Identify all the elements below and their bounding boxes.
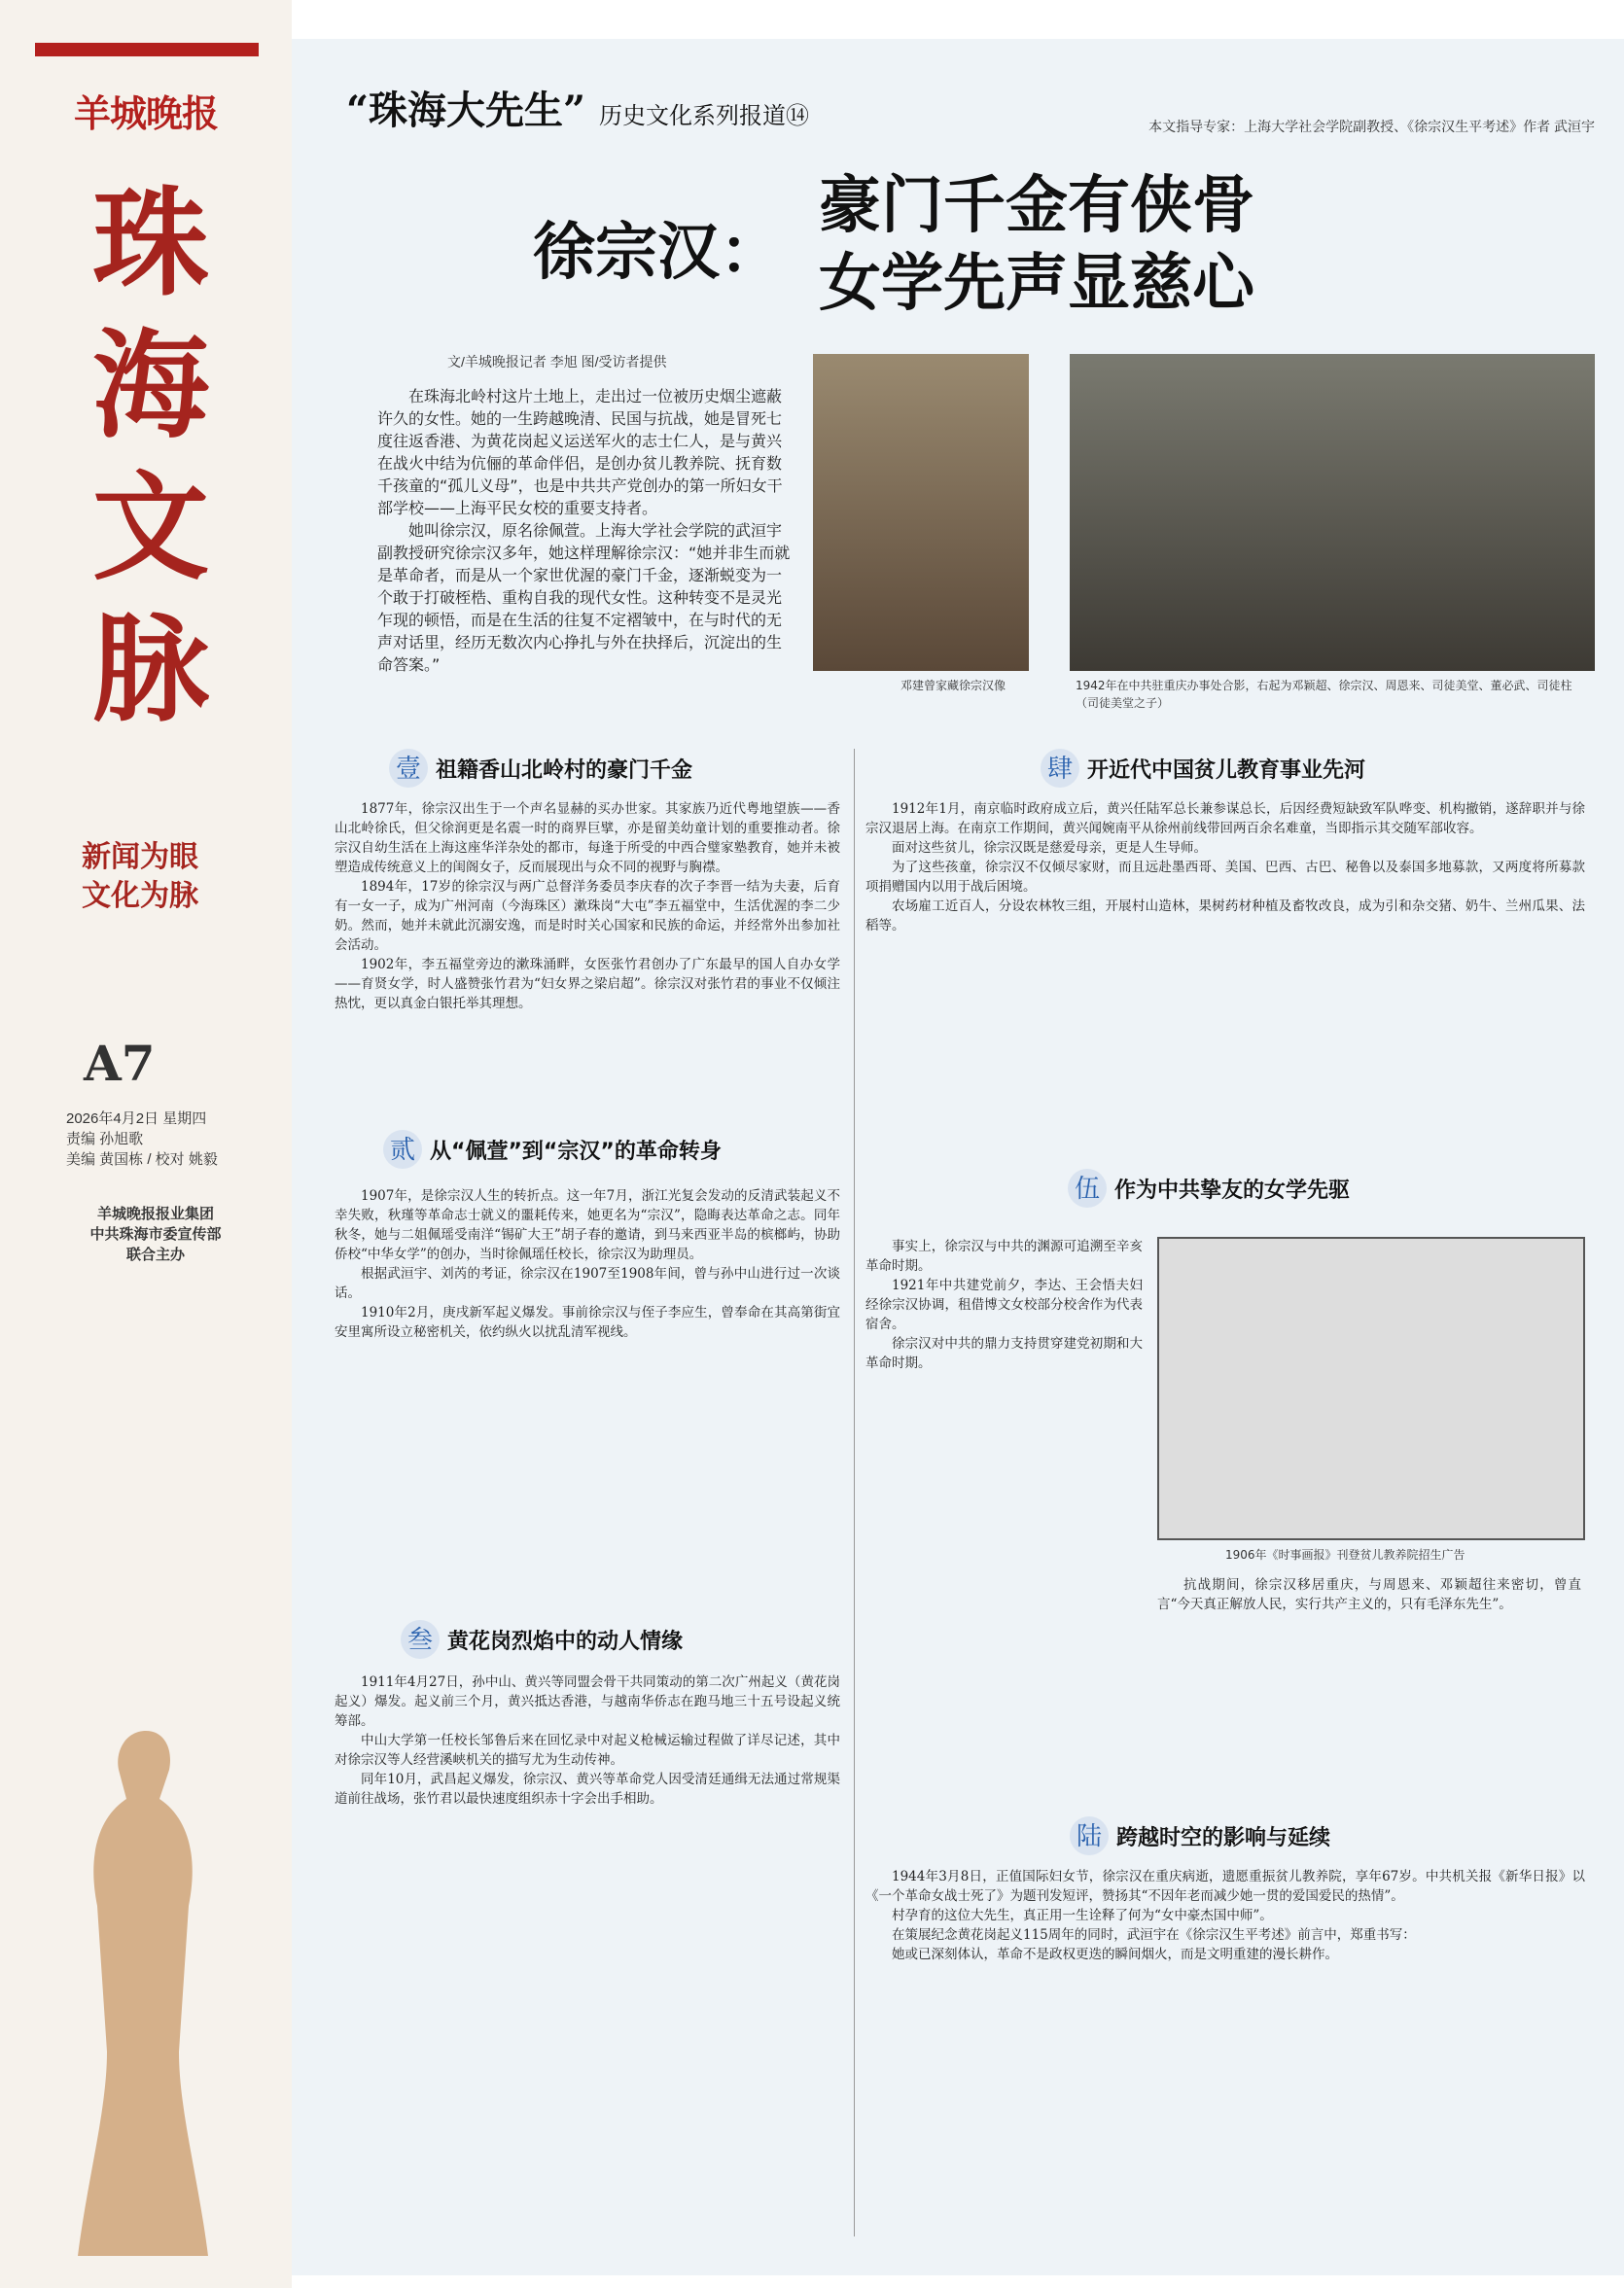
headline-name: 徐宗汉： — [533, 216, 782, 289]
article-column: 1944年3月8日，正值国际妇女节，徐宗汉在重庆病逝，遗愿重振贫儿教养院，享年67岁。中共机关报《新华日报》以《一个革命女战士死了》为题刊发短评，赞扬其“不因年老而减少她一贯的爱国爱民的热情”。 村孕育的这位大先生，真正用一生诠释了何为“女中豪杰国中师”。 在策展纪念黄花岗起义115周年的同时，武洹宇在《徐宗汉生平考述》前言中，郑重书写： 她或已深刻体认，革命不是政权更迭的瞬间烟火，而是文明重建的漫长耕作。 — [865, 1869, 1585, 1962]
expert-guide: 本文指导专家：上海大学社会学院副教授、《徐宗汉生平考述》作者 武洹宇 — [1148, 119, 1595, 134]
page-number: A7 — [84, 1035, 156, 1092]
newspaper-logo: 羊城晚报 — [74, 92, 219, 135]
photo-caption: 1906年《时事画报》刊登贫儿教养院招生广告 — [1225, 1548, 1465, 1562]
top-color-bar — [35, 43, 259, 56]
series-title: “珠海大先生” 历史文化系列报道⑭ — [346, 88, 809, 133]
column-divider — [854, 749, 855, 2236]
article-column: 1912年1月，南京临时政府成立后，黄兴任陆军总长兼参谋总长，后因经费短缺致军队哗变、机构撤销，遂辞职并与徐宗汉退居上海。在南京工作期间，黄兴闻婉南平从徐州前线带回两百余名难童，当即指示其交随军部收容。 面对这些贫儿，徐宗汉既是慈爱母亲，更是人生导师。 为了这些孩童，徐宗汉不仅倾尽家财，而且远赴墨西哥、美国、巴西、古巴、秘鲁以及泰国多地募款，又两度将所募款项捐赠国内以用于战后困境。 农场雇工近百人，分设农林牧三组，开展村山造林，果树药材种植及畜牧改良，成为引和杂交猪、奶牛、兰州瓜果、法稻等。 — [865, 801, 1585, 933]
publisher-info: 羊城晚报报业集团 中共珠海市委宣传部 联合主办 — [89, 1206, 222, 1263]
newspaper-ad-image — [1157, 1237, 1585, 1540]
article-column: 1907年，是徐宗汉人生的转折点。这一年7月，浙江光复会发动的反清武装起义不幸失败，秋瑾等革命志士就义的噩耗传来，她更名为“宗汉”，隐晦表达革命之志。同年秋冬，她与二姐佩瑶受南洋“锡矿大王”胡子春的邀请，到马来西亚半岛的槟榔屿，协助侨校“中华女学”的创办，当时徐佩瑶任校长，徐宗汉为助理员。 根据武洹宇、刘芮的考证，徐宗汉在1907至1908年间，曾与孙中山进行过一次谈话。 1910年2月，庚戌新军起义爆发。事前徐宗汉与侄子李应生，曾奉命在其高第街宜安里寓所设立秘密机关，依约纵火以扰乱清军视线。 — [335, 1188, 840, 1340]
article-column: 1877年，徐宗汉出生于一个声名显赫的买办世家。其家族乃近代粤地望族——香山北岭徐氏，但父徐润更是名震一时的商界巨擘，亦是留美幼童计划的重要推动者。徐宗汉自幼生活在上海这座华洋杂处的都市，每逢于所受的中西合璧家塾教育，她并未被塑造成传统意义上的闺阁女子，反而展现出与众不同的视野与胸襟。 1894年，17岁的徐宗汉与两广总督洋务委员李庆春的次子李晋一结为夫妻，后育有一女一子，成为广州河南（今海珠区）漱珠岗“大屯”李五福堂中，生活优渥的李二少奶。然而，她并未就此沉溺安逸，而是时时关心国家和民族的命运，并经常外出参加社会活动。 1902年，李五福堂旁边的漱珠涌畔，女医张竹君创办了广东最早的国人自办女学——育贤女学，时人盛赞张竹君为“妇女界之梁启超”。徐宗汉对张竹君的事业不仅倾注热忱，更以真金白银托举其理想。 — [335, 801, 840, 1011]
section-heading: 壹 祖籍香山北岭村的豪门千金 — [389, 749, 692, 788]
photo-caption: 邓建曾家藏徐宗汉像 — [900, 679, 1006, 692]
portrait-photo — [813, 354, 1029, 671]
group-photo — [1070, 354, 1595, 671]
slogan: 新闻为眼 文化为脉 — [82, 840, 198, 913]
article-column: 抗战期间，徐宗汉移居重庆，与周恩来、邓颖超往来密切，曾直言“今天真正解放人民，实行共产主义的，只有毛泽东先生”。 — [1157, 1577, 1581, 1612]
article-column: 1911年4月27日，孙中山、黄兴等同盟会骨干共同策动的第二次广州起义（黄花岗起义）爆发。起义前三个月，黄兴抵达香港，与越南华侨志在跑马地三十五号设起义统筹部。 中山大学第一任校长邹鲁后来在回忆录中对起义枪械运输过程做了详尽记述，其中对徐宗汉等人经营溪峡机关的描写尤为生动传神。 同年10月，武昌起义爆发，徐宗汉、黄兴等革命党人因受清廷通缉无法通过常规渠道前往战场，张竹君以最快速度组织赤十字会出手相助。 — [335, 1674, 840, 1807]
headline: 豪门千金有侠骨 女学先声显慈心 — [819, 169, 1254, 320]
article-column: 事实上，徐宗汉与中共的渊源可追溯至辛亥革命时期。 1921年中共建党前夕，李达、王会悟夫妇经徐宗汉协调，租借博文女校部分校舍作为代表宿舍。 徐宗汉对中共的鼎力支持贯穿建党初期和大革命时期。 — [865, 1239, 1143, 1371]
section-heading: 伍 作为中共挚友的女学先驱 — [1068, 1169, 1350, 1208]
photo-caption: 1942年在中共驻重庆办事处合影，右起为邓颖超、徐宗汉、周恩来、司徒美堂、董必武、司徒柱（司徒美堂之子） — [1076, 679, 1572, 710]
left-sidebar — [0, 0, 292, 2288]
edition-meta: 2026年4月2日 星期四 责编 孙旭歌 美编 黄国栋 / 校对 姚毅 — [66, 1110, 218, 1168]
section-heading: 陆 跨越时空的影响与延续 — [1070, 1816, 1330, 1855]
section-title: 珠海文脉 — [92, 175, 209, 738]
section-heading: 肆 开近代中国贫儿教育事业先河 — [1041, 749, 1365, 788]
statue-illustration — [29, 1711, 263, 2256]
byline: 文/羊城晚报记者 李旭 图/受访者提供 — [447, 354, 667, 370]
section-heading: 贰 从“佩萱”到“宗汉”的革命转身 — [383, 1130, 722, 1169]
section-heading: 叁 黄花岗烈焰中的动人情缘 — [401, 1620, 683, 1659]
lead-text: 在珠海北岭村这片土地上，走出过一位被历史烟尘遮蔽许久的女性。她的一生跨越晚清、民国与抗战，她是冒死七度往返香港、为黄花岗起义运送军火的志士仁人，是与黄兴在战火中结为伉俪的革命伴侣，是创办贫儿教养院、抚育数千孩童的“孤儿义母”，也是中共共产党创办的第一所妇女干部学校——上海平民女校的重要支持者。 她叫徐宗汉，原名徐佩萱。上海大学社会学院的武洹宇副教授研究徐宗汉多年，她这样理解徐宗汉：“她并非生而就是革命者，而是从一个家世优渥的豪门千金，逐渐蜕变为一个敢于打破桎梏、重构自我的现代女性。这种转变不是灵光乍现的顿悟，而是在生活的往复不定褶皱中，在与时代的无声对话里，经历无数次内心挣扎与外在抉择后，沉淀出的生命答案。” — [377, 387, 791, 674]
